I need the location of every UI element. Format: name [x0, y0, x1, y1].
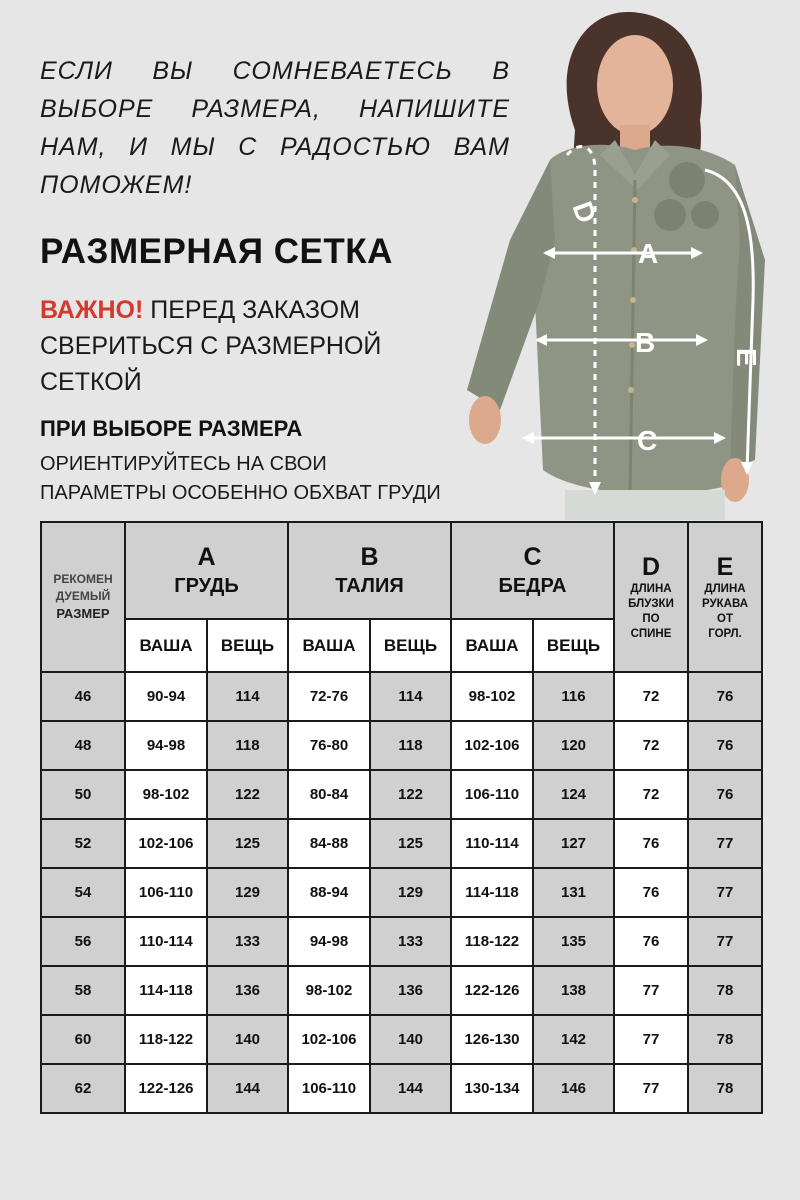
hips-item-cell: 127 [533, 819, 614, 868]
measure-label-d: D [566, 197, 603, 228]
chest-item-cell: 118 [207, 721, 288, 770]
waist-item-cell: 144 [370, 1064, 451, 1113]
chest-yours-cell: 90-94 [125, 672, 207, 721]
chest-yours-cell: 122-126 [125, 1064, 207, 1113]
waist-yours-cell: 94-98 [288, 917, 370, 966]
measure-label-b: B [635, 327, 656, 358]
waist-item-cell: 136 [370, 966, 451, 1015]
blouse-length-cell: 76 [614, 868, 688, 917]
sub-header-yours: ВАША [451, 619, 533, 672]
chest-yours-cell: 118-122 [125, 1015, 207, 1064]
size-cell: 48 [41, 721, 125, 770]
waist-yours-cell: 98-102 [288, 966, 370, 1015]
blouse-length-cell: 77 [614, 1015, 688, 1064]
group-header-chest: A ГРУДЬ [125, 522, 288, 619]
waist-item-cell: 133 [370, 917, 451, 966]
table-row [41, 966, 762, 1015]
chest-item-cell: 122 [207, 770, 288, 819]
important-note [40, 292, 440, 400]
size-cell: 60 [41, 1015, 125, 1064]
chest-item-cell: 114 [207, 672, 288, 721]
table-row [41, 1015, 762, 1064]
table-row [41, 1064, 762, 1113]
waist-yours-cell: 80-84 [288, 770, 370, 819]
hips-item-cell: 120 [533, 721, 614, 770]
chest-item-cell: 136 [207, 966, 288, 1015]
hips-item-cell: 131 [533, 868, 614, 917]
chest-item-cell: 125 [207, 819, 288, 868]
blouse-length-cell: 76 [614, 819, 688, 868]
waist-yours-cell: 88-94 [288, 868, 370, 917]
table-row [41, 868, 762, 917]
waist-yours-cell: 106-110 [288, 1064, 370, 1113]
sleeve-length-cell: 77 [688, 868, 762, 917]
blouse-length-cell: 77 [614, 966, 688, 1015]
sub-header-item: ВЕЩЬ [207, 619, 288, 672]
sleeve-length-cell: 78 [688, 966, 762, 1015]
choose-line-2: ПАРАМЕТРЫ ОСОБЕННО ОБХВАТ ГРУДИ [40, 482, 441, 504]
hips-yours-cell: 118-122 [451, 917, 533, 966]
hips-item-cell: 124 [533, 770, 614, 819]
important-highlight: ВАЖНО! [40, 296, 144, 324]
hips-yours-cell: 110-114 [451, 819, 533, 868]
sleeve-length-cell: 77 [688, 917, 762, 966]
blouse-length-cell: 72 [614, 672, 688, 721]
chest-item-cell: 133 [207, 917, 288, 966]
size-cell: 58 [41, 966, 125, 1015]
blouse-length-cell: 72 [614, 770, 688, 819]
hips-yours-cell: 106-110 [451, 770, 533, 819]
size-cell: 56 [41, 917, 125, 966]
waist-yours-cell: 72-76 [288, 672, 370, 721]
group-header-waist: B ТАЛИЯ [288, 522, 451, 619]
size-cell: 50 [41, 770, 125, 819]
sleeve-length-cell: 77 [688, 819, 762, 868]
sleeve-length-cell: 78 [688, 1015, 762, 1064]
size-cell: 54 [41, 868, 125, 917]
blouse-length-cell: 72 [614, 721, 688, 770]
chest-item-cell: 140 [207, 1015, 288, 1064]
sleeve-length-cell: 78 [688, 1064, 762, 1113]
sub-header-item: ВЕЩЬ [533, 619, 614, 672]
header-row-groups [41, 522, 762, 619]
measure-label-a: A [638, 238, 659, 269]
hips-yours-cell: 98-102 [451, 672, 533, 721]
chest-yours-cell: 98-102 [125, 770, 207, 819]
table-row [41, 721, 762, 770]
sleeve-length-cell: 76 [688, 672, 762, 721]
waist-item-cell: 122 [370, 770, 451, 819]
size-cell: 46 [41, 672, 125, 721]
model-illustration [455, 0, 800, 520]
waist-yours-cell: 84-88 [288, 819, 370, 868]
size-cell: 52 [41, 819, 125, 868]
waist-item-cell: 125 [370, 819, 451, 868]
measure-label-c: C [637, 425, 658, 456]
chest-yours-cell: 94-98 [125, 721, 207, 770]
hips-item-cell: 138 [533, 966, 614, 1015]
hips-item-cell: 135 [533, 917, 614, 966]
choose-line-1: ОРИЕНТИРУЙТЕСЬ НА СВОИ [40, 453, 327, 475]
chest-yours-cell: 110-114 [125, 917, 207, 966]
chest-yours-cell: 114-118 [125, 966, 207, 1015]
size-table [40, 521, 763, 1114]
intro-text: ЕСЛИ ВЫ СОМНЕВАЕТЕСЬ В ВЫБОРЕ РАЗМЕРА, НАПИШИТЕ НАМ, И МЫ С РАДОСТЬЮ ВАМ ПОМОЖЕМ! [40, 57, 510, 199]
header-sleeve-length: E ДЛИНА РУКАВА ОТ ГОРЛ. [688, 522, 762, 672]
table-row [41, 819, 762, 868]
waist-yours-cell: 102-106 [288, 1015, 370, 1064]
waist-item-cell: 140 [370, 1015, 451, 1064]
blouse-length-cell: 76 [614, 917, 688, 966]
sleeve-length-cell: 76 [688, 721, 762, 770]
size-header: РЕКОМЕН ДУЕМЫЙ РАЗМЕР [41, 522, 125, 672]
sub-header-item: ВЕЩЬ [370, 619, 451, 672]
hips-yours-cell: 130-134 [451, 1064, 533, 1113]
waist-item-cell: 129 [370, 868, 451, 917]
hips-yours-cell: 102-106 [451, 721, 533, 770]
header-blouse-length: D ДЛИНА БЛУЗКИ ПО СПИНЕ [614, 522, 688, 672]
hips-item-cell: 142 [533, 1015, 614, 1064]
hips-item-cell: 146 [533, 1064, 614, 1113]
waist-item-cell: 114 [370, 672, 451, 721]
sub-header-yours: ВАША [125, 619, 207, 672]
chest-yours-cell: 102-106 [125, 819, 207, 868]
choose-title: ПРИ ВЫБОРЕ РАЗМЕРА [40, 416, 303, 441]
group-header-hips: C БЕДРА [451, 522, 614, 619]
sub-header-yours: ВАША [288, 619, 370, 672]
blouse-length-cell: 77 [614, 1064, 688, 1113]
hips-yours-cell: 114-118 [451, 868, 533, 917]
chest-item-cell: 129 [207, 868, 288, 917]
table-row [41, 672, 762, 721]
hips-item-cell: 116 [533, 672, 614, 721]
table-row [41, 917, 762, 966]
table-row [41, 770, 762, 819]
chest-yours-cell: 106-110 [125, 868, 207, 917]
waist-item-cell: 118 [370, 721, 451, 770]
chest-item-cell: 144 [207, 1064, 288, 1113]
hips-yours-cell: 126-130 [451, 1015, 533, 1064]
waist-yours-cell: 76-80 [288, 721, 370, 770]
choose-text [40, 450, 480, 508]
sleeve-length-cell: 76 [688, 770, 762, 819]
page-title: РАЗМЕРНАЯ СЕТКА [40, 232, 393, 271]
important-text: ПЕРЕД ЗАКАЗОМ СВЕРИТЬСЯ С РАЗМЕРНОЙ СЕТКОЙ [40, 296, 382, 396]
hips-yours-cell: 122-126 [451, 966, 533, 1015]
measure-label-e: E [731, 348, 762, 367]
size-cell: 62 [41, 1064, 125, 1113]
